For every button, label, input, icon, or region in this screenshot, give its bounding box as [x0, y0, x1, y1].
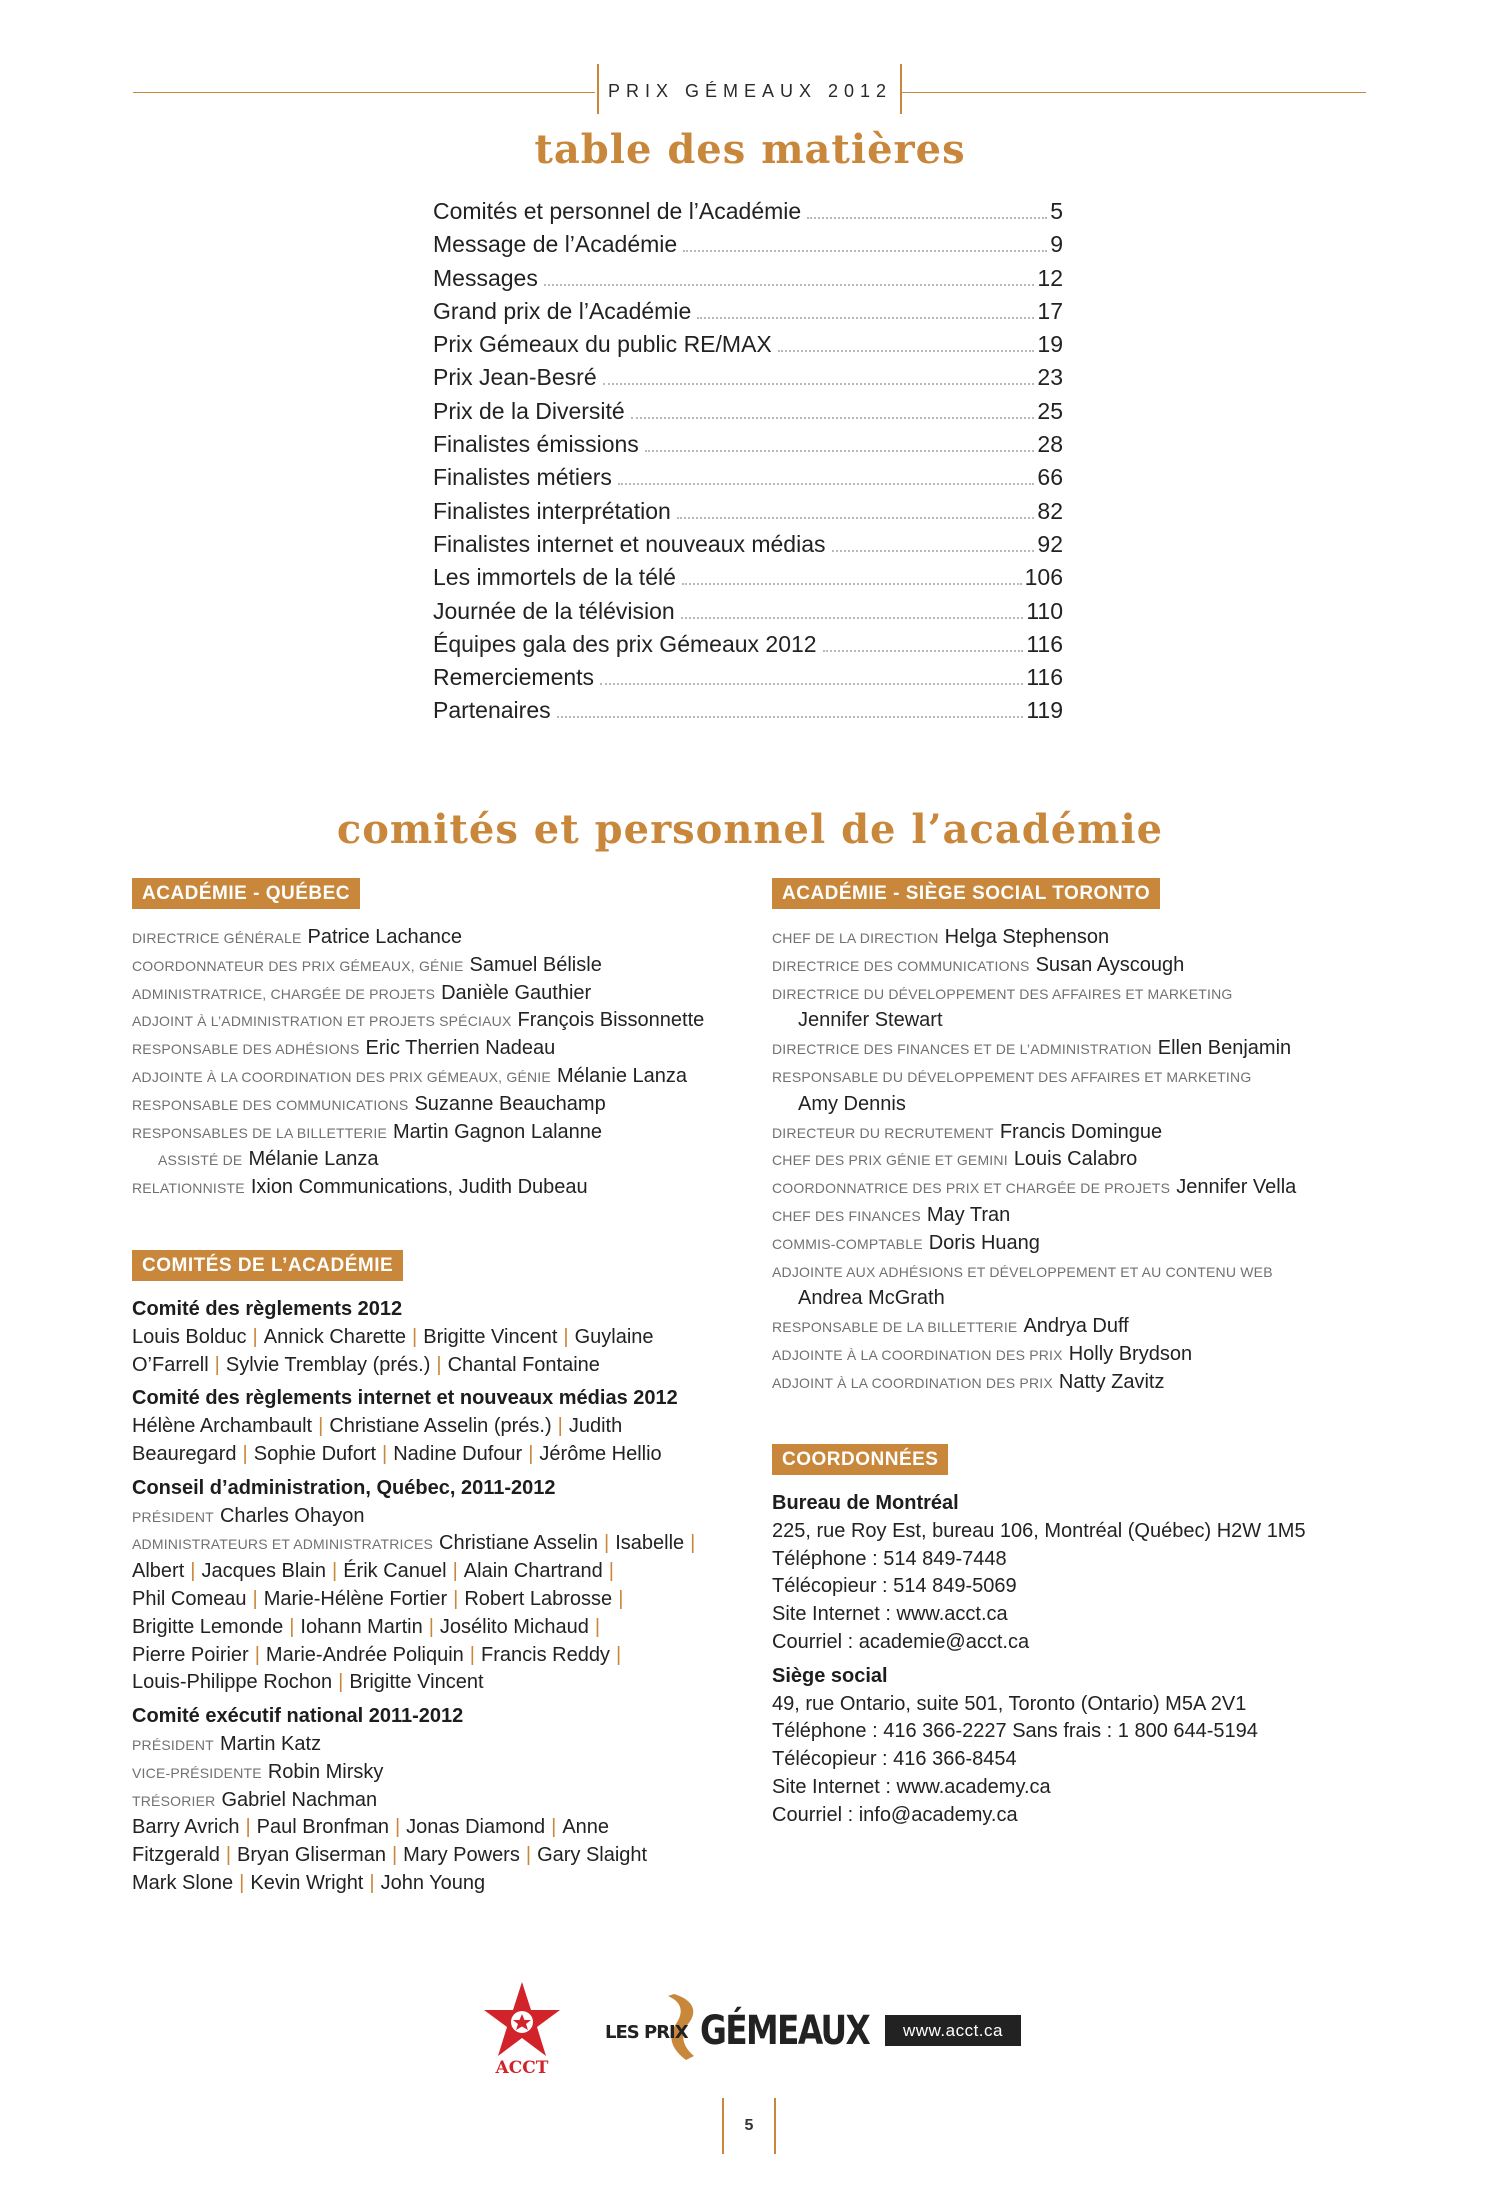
person-name: Pierre Poirier: [132, 1643, 249, 1666]
toc-item-label: Finalistes émissions: [433, 431, 639, 458]
person-name: Christiane Asselin: [439, 1532, 598, 1555]
role-label: CHEF DES PRIX GÉNIE ET GEMINI: [772, 1152, 1008, 1169]
role-label: ADMINISTRATEURS ET ADMINISTRATRICES: [132, 1536, 434, 1553]
toc-item-label: Prix de la Diversité: [433, 397, 625, 424]
toc-item: [433, 464, 1063, 497]
person-name: Francis Domingue: [999, 1120, 1163, 1143]
separator-bar: |: [369, 1871, 375, 1894]
person-name: Iohann Martin: [300, 1615, 423, 1638]
toc-item-page: 9: [1050, 231, 1063, 258]
toc-dot-leader: [603, 383, 1035, 385]
separator-bar: |: [190, 1560, 196, 1583]
person-name: Beauregard: [132, 1442, 237, 1465]
separator-bar: |: [382, 1442, 388, 1465]
person-name: Helga Stephenson: [944, 926, 1110, 948]
staff-row: [132, 1035, 772, 1063]
names-line: [132, 1324, 772, 1352]
role-label: CHEF DE LA DIRECTION: [772, 930, 939, 946]
person-name: Nadine Dufour: [393, 1442, 523, 1465]
committees-title: comités et personnel de l’académie: [336, 806, 1164, 853]
names-line: [132, 1870, 772, 1898]
role-label: RESPONSABLE DE LA BILLETTERIE: [772, 1319, 1018, 1336]
separator-bar: |: [252, 1587, 258, 1610]
role-label: ASSISTÉ DE: [158, 1152, 243, 1169]
separator-bar: |: [225, 1844, 232, 1867]
exec-vp: [132, 1759, 772, 1787]
person-name: Fitzgerald: [132, 1844, 220, 1867]
person-name: Mélanie Lanza: [248, 1148, 379, 1171]
role-label: ADJOINTE AUX ADHÉSIONS ET DÉVELOPPEMENT ET AU CONTENU WEB: [772, 1263, 1273, 1280]
separator-bar: |: [254, 1643, 260, 1666]
toc-dot-leader: [677, 517, 1035, 519]
toc-dot-leader: [683, 250, 1047, 252]
role-label: TRÉSORIER: [132, 1792, 216, 1809]
person-name: May Tran: [926, 1203, 1011, 1226]
role-label: ADJOINTE À LA COORDINATION DES PRIX: [772, 1346, 1063, 1363]
separator-bar: |: [318, 1415, 324, 1438]
person-name: François Bissonnette: [517, 1009, 705, 1032]
exec-treasurer: [132, 1787, 772, 1815]
badge-academie-toronto: ACADÉMIE - SIÈGE SOCIAL TORONTO: [772, 878, 1160, 909]
names-line: [132, 1558, 772, 1586]
toc-dot-leader: [557, 716, 1024, 718]
person-name: Martin Gagnon Lalanne: [393, 1120, 603, 1143]
toc-dot-leader: [600, 683, 1023, 685]
siege-title: Siège social: [772, 1664, 888, 1687]
person-name: John Young: [380, 1871, 486, 1894]
staff-row: [772, 1313, 1372, 1341]
separator-bar: |: [245, 1816, 251, 1839]
ca-president: [132, 1503, 772, 1531]
toc-item: [433, 331, 1063, 364]
role-label: RESPONSABLE DU DÉVELOPPEMENT DES AFFAIRES ET MARKETING: [772, 1068, 1252, 1085]
staff-row: [132, 1174, 772, 1202]
toc-dot-leader: [682, 583, 1022, 585]
page-tick-right: [774, 2098, 776, 2154]
person-name: Érik Canuel: [343, 1560, 447, 1583]
staff-row: [772, 1119, 1372, 1147]
page-number: 5: [744, 2117, 754, 2134]
badge-coordonnees: COORDONNÉES: [772, 1444, 948, 1475]
person-name: Holly Brydson: [1068, 1342, 1193, 1365]
person-name: Samuel Bélisle: [469, 953, 602, 976]
toc-title: table des matières: [534, 126, 966, 173]
role-label: RESPONSABLES DE LA BILLETTERIE: [132, 1124, 387, 1141]
person-name: Brigitte Vincent: [349, 1671, 484, 1694]
person-name: Sophie Dufort: [253, 1442, 377, 1465]
person-name: Mary Powers: [403, 1844, 520, 1867]
role-label: CHEF DES FINANCES: [772, 1207, 921, 1224]
person-name: Barry Avrich: [132, 1816, 240, 1839]
staff-row: [772, 1341, 1372, 1369]
website-badge: www.acct.ca: [885, 2015, 1021, 2046]
person-name: Phil Comeau: [132, 1587, 247, 1610]
staff-row: [132, 1091, 772, 1119]
staff-row: [772, 1035, 1372, 1063]
toc-item-page: 119: [1026, 697, 1063, 724]
person-name: Jacques Blain: [201, 1560, 326, 1583]
person-name: Josélito Michaud: [439, 1615, 589, 1638]
separator-bar: |: [338, 1671, 344, 1694]
siege-fax: Télécopieur : 416 366-8454: [772, 1748, 1017, 1771]
toc-item-page: 82: [1037, 497, 1063, 524]
staff-row: [772, 1007, 1372, 1035]
role-label: DIRECTRICE DU DÉVELOPPEMENT DES AFFAIRES ET MARKETING: [772, 985, 1233, 1002]
toc-item: [433, 231, 1063, 264]
toc-item-label: Les immortels de la télé: [433, 564, 676, 591]
person-name: Chantal Fontaine: [447, 1353, 600, 1376]
person-name: Gabriel Nachman: [221, 1788, 378, 1811]
separator-bar: |: [214, 1353, 220, 1376]
names-line: [132, 1642, 772, 1670]
separator-bar: |: [469, 1643, 475, 1666]
separator-bar: |: [428, 1615, 434, 1638]
names-line: [132, 1413, 772, 1441]
separator-bar: |: [604, 1532, 610, 1555]
separator-bar: |: [242, 1442, 248, 1465]
role-label: RELATIONNISTE: [132, 1180, 245, 1197]
staff-row: [772, 1258, 1372, 1286]
toc-item: [433, 664, 1063, 697]
person-name: Eric Therrien Nadeau: [365, 1037, 556, 1060]
person-name: O’Farrell: [132, 1353, 209, 1376]
toc-item-label: Prix Jean-Besré: [433, 364, 597, 391]
names-line: [132, 1586, 772, 1614]
person-name: Marie-Andrée Poliquin: [265, 1643, 464, 1666]
separator-bar: |: [453, 1587, 459, 1610]
staff-row: [772, 1369, 1372, 1397]
toc-item: [433, 498, 1063, 531]
toc-item-page: 28: [1037, 431, 1063, 458]
person-name: Natty Zavitz: [1058, 1370, 1165, 1393]
toc-item-label: Grand prix de l’Académie: [433, 297, 692, 324]
person-name: Paul Bronfman: [256, 1816, 389, 1839]
person-name: Charles Ohayon: [219, 1504, 365, 1527]
toc-dot-leader: [631, 417, 1035, 419]
person-name: Robert Labrosse: [464, 1587, 613, 1610]
role-label: ADJOINT À LA COORDINATION DES PRIX: [772, 1374, 1053, 1391]
role-label: ADMINISTRATRICE, CHARGÉE DE PROJETS: [132, 985, 436, 1002]
toc-item-page: 12: [1037, 264, 1063, 291]
reglements-title: Comité des règlements 2012: [132, 1298, 403, 1320]
exec-president: [132, 1731, 772, 1759]
toc-item: [433, 198, 1063, 231]
header-rule-right: [900, 92, 1366, 93]
person-name: Gary Slaight: [537, 1844, 648, 1867]
names-line: [439, 1532, 701, 1554]
montreal-fax: Télécopieur : 514 849-5069: [772, 1575, 1017, 1598]
toc-item-label: Message de l’Académie: [433, 231, 678, 258]
montreal-website: Site Internet : www.acct.ca: [772, 1603, 1008, 1626]
ca-title: Conseil d’administration, Québec, 2011-2012: [132, 1476, 556, 1499]
person-name: Annick Charette: [263, 1325, 407, 1348]
badge-comites: COMITÉS DE L’ACADÉMIE: [132, 1250, 403, 1281]
role-label: DIRECTRICE GÉNÉRALE: [132, 930, 302, 946]
staff-row: [772, 924, 1372, 952]
person-name: Isabelle: [615, 1532, 685, 1555]
person-name: Patrice Lachance: [307, 926, 463, 948]
separator-bar: |: [412, 1325, 418, 1348]
person-name: Danièle Gauthier: [441, 981, 592, 1004]
separator-bar: |: [690, 1532, 696, 1555]
separator-bar: |: [525, 1844, 532, 1867]
toc-item: [433, 564, 1063, 597]
toc-item-page: 110: [1026, 597, 1063, 624]
badge-academie-quebec: ACADÉMIE - QUÉBEC: [132, 878, 360, 909]
role-label: VICE-PRÉSIDENTE: [132, 1764, 262, 1781]
staff-row: [132, 1063, 772, 1091]
names-line: [132, 1614, 772, 1642]
person-name: Anne: [562, 1816, 610, 1839]
coordonnees-block: [772, 1490, 1372, 1830]
separator-bar: |: [252, 1325, 258, 1348]
staff-row: [772, 1063, 1372, 1091]
header-rule-left: [133, 92, 595, 93]
toc-item: [433, 398, 1063, 431]
toronto-staff-list: [772, 924, 1372, 1397]
separator-bar: |: [436, 1353, 442, 1376]
role-label: RESPONSABLE DES ADHÉSIONS: [132, 1041, 360, 1058]
separator-bar: |: [528, 1442, 534, 1465]
toc-item-label: Finalistes métiers: [433, 464, 612, 491]
toc-item-page: 92: [1037, 530, 1063, 557]
quebec-staff-list: [132, 924, 772, 1202]
header-tick-left: [597, 64, 599, 114]
staff-row: [772, 1202, 1372, 1230]
names-line: [132, 1441, 772, 1469]
exec-title: Comité exécutif national 2011-2012: [132, 1705, 464, 1728]
toc-dot-leader: [618, 483, 1034, 485]
staff-row: [772, 1091, 1372, 1119]
montreal-email: Courriel : academie@acct.ca: [772, 1630, 1030, 1653]
toc-item-label: Comités et personnel de l’Académie: [433, 198, 802, 224]
staff-row: [772, 980, 1372, 1008]
role-label: PRÉSIDENT: [132, 1736, 214, 1753]
montreal-phone: Téléphone : 514 849-7448: [772, 1547, 1007, 1570]
toc-item-label: Prix Gémeaux du public RE/MAX: [433, 331, 772, 358]
ca-admins: [132, 1530, 772, 1558]
staff-row: [772, 1285, 1372, 1313]
person-name: Jonas Diamond: [406, 1816, 546, 1839]
person-name: Christiane Asselin (prés.): [329, 1415, 552, 1438]
person-name: Andrea McGrath: [798, 1287, 945, 1310]
person-name: Ixion Communications, Judith Dubeau: [250, 1176, 588, 1199]
staff-row: [132, 924, 772, 952]
toc-item-page: 17: [1037, 297, 1063, 324]
toc-item-label: Journée de la télévision: [433, 597, 675, 624]
role-label: DIRECTEUR DU RECRUTEMENT: [772, 1124, 994, 1141]
person-name: Andrya Duff: [1023, 1315, 1129, 1338]
acct-logo-text: ACCT: [495, 2058, 549, 2078]
role-label: COORDONNATEUR DES PRIX GÉMEAUX, GÉNIE: [132, 957, 464, 974]
toc-dot-leader: [645, 450, 1035, 452]
toc-item: [433, 265, 1063, 298]
staff-row: [132, 1119, 772, 1147]
toc-dot-leader: [807, 217, 1047, 219]
toc-dot-leader: [681, 617, 1024, 619]
toc-dot-leader: [832, 550, 1035, 552]
person-name: Jennifer Vella: [1176, 1176, 1297, 1199]
person-name: Jennifer Stewart: [798, 1009, 943, 1032]
gemeaux-logo-main: GÉMEAUX: [700, 2008, 870, 2054]
toc-item-page: 116: [1026, 630, 1063, 657]
toc-item-page: 66: [1037, 464, 1063, 491]
toc-item: [433, 298, 1063, 331]
separator-bar: |: [391, 1844, 398, 1867]
toc-item-page: 116: [1026, 664, 1063, 691]
separator-bar: |: [594, 1615, 601, 1638]
names-line: [132, 1352, 772, 1380]
toc-item-label: Finalistes internet et nouveaux médias: [433, 530, 826, 557]
person-name: Louis Calabro: [1013, 1148, 1138, 1171]
role-label: COMMIS-COMPTABLE: [772, 1235, 923, 1252]
role-label: DIRECTRICE DES COMMUNICATIONS: [772, 957, 1030, 974]
toc-item-page: 23: [1037, 364, 1063, 391]
person-name: Louis-Philippe Rochon: [132, 1671, 333, 1694]
person-name: Louis Bolduc: [132, 1325, 247, 1348]
names-line: [132, 1842, 772, 1870]
toc-item: [433, 697, 1063, 730]
person-name: Kevin Wright: [250, 1871, 364, 1894]
person-name: Doris Huang: [928, 1231, 1040, 1254]
toc-item-label: Partenaires: [433, 697, 551, 724]
person-name: Guylaine: [574, 1325, 654, 1348]
internet-title: Comité des règlements internet et nouveaux médias 2012: [132, 1387, 678, 1410]
person-name: Albert: [132, 1560, 185, 1583]
separator-bar: |: [331, 1560, 338, 1583]
toc-item-page: 106: [1024, 564, 1063, 591]
siege-phone: Téléphone : 416 366-2227 Sans frais : 1 800 644-5194: [772, 1720, 1258, 1743]
toc-item-label: Remerciements: [433, 664, 595, 691]
separator-bar: |: [452, 1560, 458, 1583]
role-label: ADJOINTE À LA COORDINATION DES PRIX GÉMEAUX, GÉNIE: [132, 1068, 551, 1085]
gemeaux-logo-les: LES PRIX: [605, 2022, 688, 2043]
person-name: Martin Katz: [219, 1732, 322, 1755]
montreal-address: 225, rue Roy Est, bureau 106, Montréal (Québec) H2W 1M5: [772, 1519, 1306, 1542]
header-tick-right: [900, 64, 902, 114]
person-name: Amy Dennis: [798, 1092, 906, 1115]
toc-item-label: Finalistes interprétation: [433, 497, 671, 524]
separator-bar: |: [394, 1816, 401, 1839]
role-label: ADJOINT À L’ADMINISTRATION ET PROJETS SPÉCIAUX: [132, 1013, 512, 1030]
names-line: [132, 1669, 772, 1697]
siege-website: Site Internet : www.academy.ca: [772, 1775, 1051, 1798]
staff-row: [132, 1146, 772, 1174]
separator-bar: |: [289, 1615, 295, 1638]
person-name: Mélanie Lanza: [556, 1064, 688, 1087]
person-name: Mark Slone: [132, 1871, 234, 1894]
toc-item-page: 5: [1050, 198, 1063, 224]
person-name: Robin Mirsky: [267, 1760, 384, 1783]
table-of-contents: [433, 198, 1063, 731]
separator-bar: |: [551, 1816, 557, 1839]
staff-row: [772, 1230, 1372, 1258]
role-label: COORDONNATRICE DES PRIX ET CHARGÉE DE PROJETS: [772, 1180, 1171, 1197]
person-name: Judith: [568, 1415, 623, 1438]
person-name: Jérôme Hellio: [539, 1442, 662, 1465]
toc-item-page: 25: [1037, 397, 1063, 424]
person-name: Alain Chartrand: [463, 1560, 603, 1583]
toc-item-label: Messages: [433, 264, 538, 291]
person-name: Suzanne Beauchamp: [414, 1092, 606, 1115]
header-label: PRIX GÉMEAUX 2012: [607, 81, 893, 101]
person-name: Susan Ayscough: [1035, 953, 1185, 976]
person-name: Ellen Benjamin: [1157, 1037, 1292, 1060]
toc-item-page: 19: [1037, 331, 1063, 358]
toc-item: [433, 631, 1063, 664]
role-label: DIRECTRICE DES FINANCES ET DE L’ADMINISTRATION: [772, 1041, 1152, 1058]
staff-row: [132, 952, 772, 980]
person-name: Brigitte Vincent: [423, 1325, 558, 1348]
staff-row: [132, 980, 772, 1008]
siege-address: 49, rue Ontario, suite 501, Toronto (Ontario) M5A 2V1: [772, 1692, 1247, 1715]
staff-row: [772, 1174, 1372, 1202]
names-line: [132, 1814, 772, 1842]
toc-item: [433, 364, 1063, 397]
toc-dot-leader: [778, 350, 1035, 352]
separator-bar: |: [618, 1587, 624, 1610]
toc-item: [433, 531, 1063, 564]
comites-block: [132, 1296, 772, 1898]
person-name: Brigitte Lemonde: [132, 1615, 284, 1638]
person-name: Francis Reddy: [481, 1643, 610, 1666]
toc-item-label: Équipes gala des prix Gémeaux 2012: [433, 630, 817, 657]
separator-bar: |: [608, 1560, 614, 1583]
separator-bar: |: [557, 1415, 563, 1438]
separator-bar: |: [239, 1871, 245, 1894]
separator-bar: |: [615, 1643, 622, 1666]
toc-dot-leader: [544, 284, 1035, 286]
staff-row: [132, 1007, 772, 1035]
person-name: Marie-Hélène Fortier: [263, 1587, 448, 1610]
separator-bar: |: [563, 1325, 569, 1348]
toc-item: [433, 431, 1063, 464]
person-name: Hélène Archambault: [132, 1415, 313, 1438]
siege-email: Courriel : info@academy.ca: [772, 1803, 1018, 1826]
person-name: Sylvie Tremblay (prés.): [225, 1353, 431, 1376]
toc-item: [433, 598, 1063, 631]
role-label: PRÉSIDENT: [132, 1508, 214, 1525]
person-name: Bryan Gliserman: [237, 1844, 386, 1867]
toc-dot-leader: [697, 317, 1034, 319]
toc-dot-leader: [823, 650, 1024, 652]
role-label: RESPONSABLE DES COMMUNICATIONS: [132, 1096, 409, 1113]
staff-row: [772, 1146, 1372, 1174]
staff-row: [772, 952, 1372, 980]
montreal-title: Bureau de Montréal: [772, 1492, 959, 1514]
